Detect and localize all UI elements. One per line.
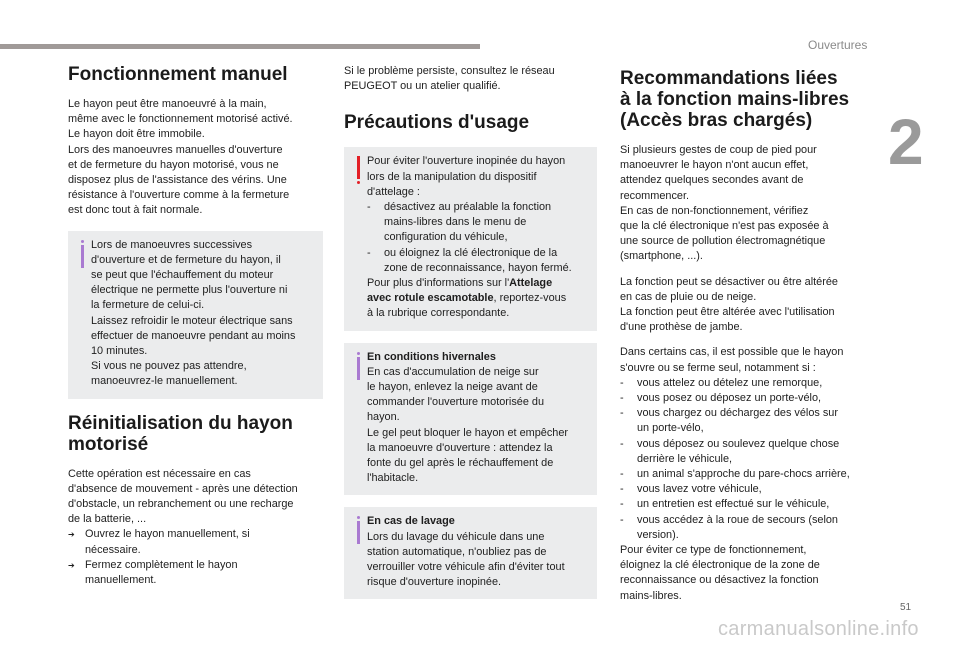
heading-precautions: Précautions d'usage: [344, 112, 530, 134]
paragraph-avoid: Pour éviter ce type de fonctionnement, éloignez la clé électronique de la zone de reconnaissance ou désactivez la fonction mains-libres.: [620, 544, 820, 602]
chapter-number: 2: [888, 106, 924, 178]
list-item: - vous lavez votre véhicule,: [620, 482, 882, 497]
warning-box-towing: [344, 147, 597, 330]
list-item: ➔ Fermez complètement le hayon manuellement.: [68, 558, 323, 588]
info-box-overheat: [68, 231, 323, 399]
info-icon: [77, 240, 87, 268]
list-item: - vous chargez ou déchargez des vélos sur un porte-vélo,: [620, 406, 882, 436]
list-item: - vous accédez à la roue de secours (selon version).: [620, 513, 882, 543]
list-item: - vous attelez ou dételez une remorque,: [620, 376, 882, 391]
winter-title: En conditions hivernales: [367, 350, 496, 363]
paragraph-cases: Dans certains cas, il est possible que le hayon s'ouvre ou se ferme seul, notamment si :: [620, 346, 844, 374]
header-rule: [0, 44, 480, 49]
list-item: ➔ Ouvrez le hayon manuellement, si nécessaire.: [68, 527, 323, 557]
list-item: - un entretien est effectué sur le véhicule,: [620, 497, 882, 512]
info-box-text: Lors de manoeuvres successives d'ouverture et de fermeture du hayon, il se peut que l'échauffement du moteur électrique ne permette plus l'ouverture ni la fermeture de celui-ci. Laissez refroidir le moteur électrique sans effectuer de manoeuvre pendant au moins 10 minutes. Si vous ne pouvez pas attendre, manoeuvrez-le manuellement.: [91, 238, 296, 388]
column-left: [68, 64, 323, 588]
paragraph-manual: Le hayon peut être manoeuvré à la main, même avec le fonctionnement motorisé activé. Le hayon doit être immobile. Lors des manoeuvres manuelles d'ouverture et de fermeture du hayon motorisé, vous ne disposez plus de l'assistance des vérins. Une résistance à l'ouverture comme à la fermeture est donc tout à fait normale.: [68, 98, 293, 217]
paragraph-persist: Si le problème persiste, consultez le réseau PEUGEOT ou un atelier qualifié.: [344, 65, 555, 93]
info-box-winter: [344, 343, 597, 496]
list-item: - désactivez au préalable la fonction mains-libres dans le menu de configuration du véhicule,: [367, 200, 589, 246]
heading-reset: Réinitialisation du hayon motorisé: [68, 412, 293, 455]
column-right: [620, 64, 882, 604]
info-icon: [353, 352, 363, 380]
wash-title: En cas de lavage: [367, 515, 455, 528]
list-item: - vous déposez ou soulevez quelque chose derrière le véhicule,: [620, 437, 882, 467]
heading-manual-operation: Fonctionnement manuel: [68, 64, 288, 85]
info-box-washing: [344, 507, 597, 599]
warning-tail: Pour plus d'informations sur l'Attelage avec rotule escamotable, reportez-vous à la rubrique correspondante.: [367, 277, 567, 320]
reset-steps: [68, 527, 323, 588]
paragraph-kick: Si plusieurs gestes de coup de pied pour manoeuvrer le hayon n'ont aucun effet, attendez quelques secondes avant de recommencer. En cas de non-fonctionnement, vérifiez que la clé électronique n'est pas exposée à une source de pollution électromagnétique (smartphone, ...).: [620, 144, 829, 263]
page-number: 51: [900, 602, 912, 613]
paragraph-reset: Cette opération est nécessaire en cas d'absence de mouvement - après une détection d'obstacle, un rebranchement ou une recharge de la batterie, ...: [68, 467, 298, 526]
column-middle: [344, 64, 597, 599]
warning-icon: [353, 156, 363, 184]
info-icon: [353, 516, 363, 544]
heading-recommendations: Recommandations liées à la fonction mains-libres (Accès bras chargés): [620, 68, 850, 131]
paragraph-rain: La fonction peut se désactiver ou être altérée en cas de pluie ou de neige. La fonction peut être altérée avec l'utilisation d'une prothèse de jambe.: [620, 275, 838, 334]
section-title: Ouvertures: [808, 38, 868, 52]
watermark: carmanualsonline.info: [718, 618, 919, 640]
winter-text: En cas d'accumulation de neige sur le hayon, enlevez la neige avant de commander l'ouverture motorisée du hayon. Le gel peut bloquer le hayon et empêcher la manoeuvre d'ouverture : attendez la fonte du gel après le réchauffement de l'habitacle.: [367, 365, 569, 485]
list-item: - vous posez ou déposez un porte-vélo,: [620, 391, 882, 406]
warning-list: [367, 200, 589, 276]
cases-list: [620, 376, 882, 543]
list-item: - un animal s'approche du pare-chocs arrière,: [620, 467, 882, 482]
list-item: - ou éloignez la clé électronique de la zone de reconnaissance, hayon fermé.: [367, 246, 589, 276]
warning-lead: Pour éviter l'ouverture inopinée du hayon lors de la manipulation du dispositif d'attelage :: [367, 155, 566, 198]
wash-text: Lors du lavage du véhicule dans une station automatique, n'oubliez pas de verrouiller votre véhicule afin d'éviter tout risque d'ouverture inopinée.: [367, 530, 565, 589]
